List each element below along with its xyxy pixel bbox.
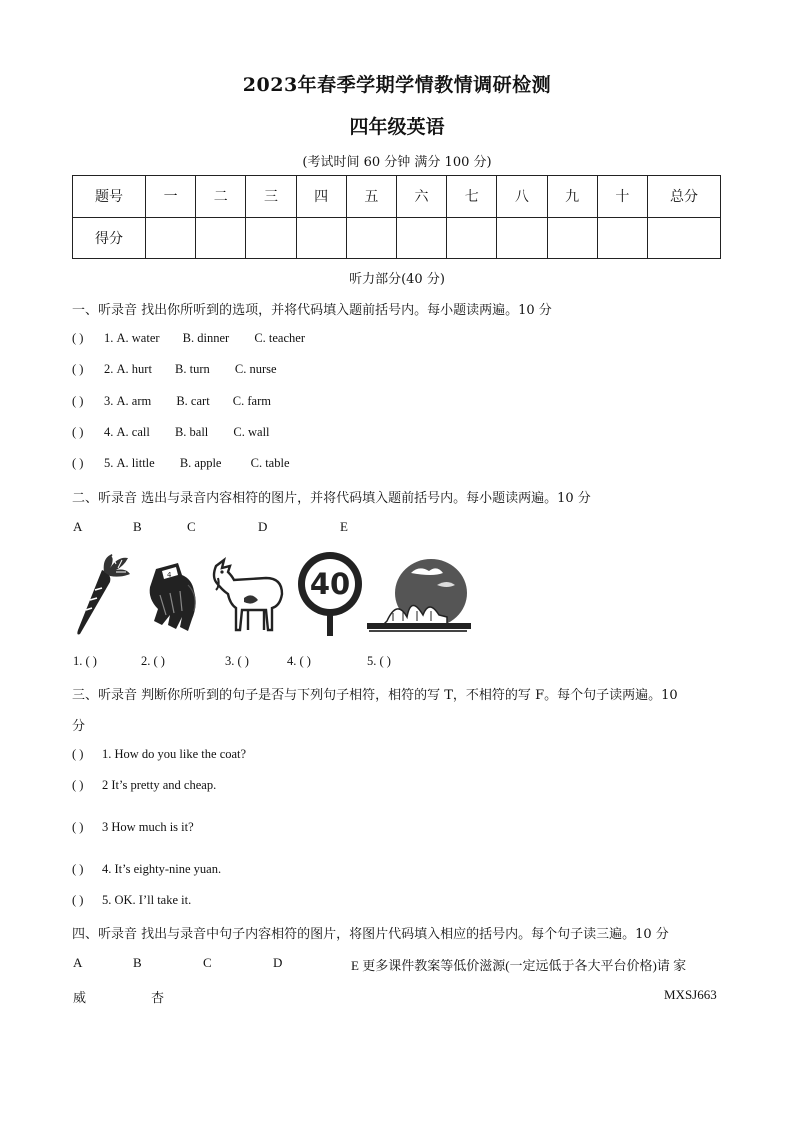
option-c: C. wall — [233, 425, 270, 439]
answer-paren[interactable]: ( ) — [72, 331, 84, 345]
score-cell: 八 — [497, 176, 547, 218]
section4-label-a: A — [73, 955, 83, 970]
score-input-cell[interactable] — [547, 217, 597, 259]
section1-item — [72, 362, 277, 377]
score-cell: 九 — [547, 176, 597, 218]
score-input-cell[interactable] — [597, 217, 647, 259]
answer-paren[interactable]: ( ) — [72, 893, 84, 907]
score-table — [72, 175, 721, 259]
picture-label-b: B — [133, 519, 142, 534]
opera-house-icon — [367, 555, 471, 635]
footer-char-2: 杏 — [151, 990, 165, 1005]
answer-paren[interactable]: ( ) — [72, 747, 84, 761]
score-input-cell[interactable] — [246, 217, 296, 259]
section3-item — [72, 747, 246, 762]
section4-label-d: D — [273, 955, 283, 970]
score-input-cell[interactable] — [146, 217, 196, 259]
section3-item — [72, 820, 194, 835]
answer-paren[interactable]: ( ) — [72, 362, 84, 376]
section1-item — [72, 331, 305, 346]
section3-item — [72, 778, 216, 793]
option-a: A. arm — [116, 394, 152, 408]
picture-answer-5[interactable]: 5. ( ) — [367, 654, 391, 668]
option-b: B. apple — [179, 456, 222, 470]
answer-paren[interactable]: ( ) — [72, 425, 84, 439]
option-b: B. cart — [176, 394, 210, 408]
section4-heading: 四、听录音 找出与录音中句子内容相符的图片，将图片代码填入相应的括号内。每个句子读三遍。10 分 — [72, 927, 669, 942]
score-input-cell[interactable] — [396, 217, 446, 259]
section4-label-c: C — [203, 955, 212, 970]
footer-char-1: 威 — [73, 990, 87, 1005]
section2-heading: 二、听录音 选出与录音内容相符的图片，并将代码填入题前括号内。每小题读两遍。10 分 — [72, 491, 591, 506]
section3-heading-line2: 分 — [72, 719, 86, 734]
picture-answer-3[interactable]: 3. ( ) — [225, 654, 249, 668]
section3-item — [72, 862, 221, 877]
speed-limit-sign-icon — [295, 550, 365, 638]
carrot-icon — [72, 550, 134, 636]
picture-answer-1[interactable]: 1. ( ) — [73, 654, 97, 668]
gloves-icon — [142, 555, 202, 635]
score-cell: 总分 — [648, 176, 721, 218]
score-input-cell[interactable] — [648, 217, 721, 259]
section3-item — [72, 893, 191, 908]
score-cell: 二 — [196, 176, 246, 218]
option-a: A. hurt — [116, 362, 152, 376]
answer-paren[interactable]: ( ) — [72, 820, 84, 834]
score-table-header-row — [73, 176, 721, 218]
sentence-text: 4. It’s eighty-nine yuan. — [102, 862, 222, 876]
picture-answer-4[interactable]: 4. ( ) — [287, 654, 311, 668]
option-b: B. ball — [174, 425, 209, 439]
section1-item — [72, 456, 290, 471]
score-cell: 题号 — [73, 176, 146, 218]
score-input-cell[interactable] — [296, 217, 346, 259]
score-input-cell[interactable] — [346, 217, 396, 259]
sentence-text: 3 How much is it? — [102, 820, 194, 834]
option-a: A. call — [116, 425, 150, 439]
score-table-score-row — [73, 217, 721, 259]
option-c: C. farm — [232, 394, 271, 408]
answer-paren[interactable]: ( ) — [72, 456, 84, 470]
score-cell: 六 — [396, 176, 446, 218]
score-cell: 七 — [447, 176, 497, 218]
svg-text:4: 4 — [167, 571, 172, 579]
picture-label-a: A — [73, 519, 83, 534]
answer-paren[interactable]: ( ) — [72, 778, 84, 792]
answer-paren[interactable]: ( ) — [72, 862, 84, 876]
item-number: 5. — [104, 456, 114, 470]
answer-paren[interactable]: ( ) — [72, 394, 84, 408]
option-b: B. dinner — [182, 331, 230, 345]
section1-heading: 一、听录音 找出你所听到的选项，并将代码填入题前括号内。每小题读两遍。10 分 — [72, 303, 552, 318]
score-cell: 四 — [296, 176, 346, 218]
sentence-text: 2 It’s pretty and cheap. — [102, 778, 217, 792]
option-c: C. teacher — [254, 331, 305, 345]
sentence-text: 1. How do you like the coat? — [102, 747, 247, 761]
picture-label-c: C — [187, 519, 196, 534]
page-subtitle: 四年级英语 — [349, 116, 445, 138]
listening-header: 听力部分(40 分) — [349, 272, 445, 287]
section1-item — [72, 425, 270, 440]
score-input-cell[interactable] — [447, 217, 497, 259]
goat-icon — [208, 556, 288, 634]
score-cell: 十 — [597, 176, 647, 218]
picture-label-d: D — [258, 519, 268, 534]
score-cell: 五 — [346, 176, 396, 218]
item-number: 1. — [104, 331, 114, 345]
speed-sign-text: 40 — [309, 567, 351, 601]
item-number: 4. — [104, 425, 114, 439]
sentence-text: 5. OK. I’ll take it. — [102, 893, 192, 907]
picture-label-e: E — [340, 519, 348, 534]
footer-code: MXSJ663 — [664, 987, 717, 1002]
exam-info: (考试时间 60 分钟 满分 100 分) — [302, 155, 492, 170]
score-input-cell[interactable] — [196, 217, 246, 259]
option-c: C. table — [250, 456, 290, 470]
picture-answer-2[interactable]: 2. ( ) — [141, 654, 165, 668]
option-a: A. little — [116, 456, 155, 470]
option-b: B. turn — [175, 362, 210, 376]
option-c: C. nurse — [234, 362, 277, 376]
section4-label-e-line: E 更多课件教案等低价滋源(一定远低于各大平台价格)请 家 — [351, 958, 687, 973]
page-title: 2023年春季学期学情教情调研检测 — [242, 74, 552, 96]
score-cell: 一 — [146, 176, 196, 218]
item-number: 3. — [104, 394, 114, 408]
score-input-cell[interactable] — [497, 217, 547, 259]
section4-label-b: B — [133, 955, 142, 970]
section1-item — [72, 394, 271, 409]
score-cell: 得分 — [73, 217, 146, 259]
section3-heading-line1: 三、听录音 判断你所听到的句子是否与下列句子相符，相符的写 T，不相符的写 F。每个句子读两遍。10 — [72, 688, 678, 703]
score-cell: 三 — [246, 176, 296, 218]
option-a: A. water — [116, 331, 160, 345]
item-number: 2. — [104, 362, 114, 376]
